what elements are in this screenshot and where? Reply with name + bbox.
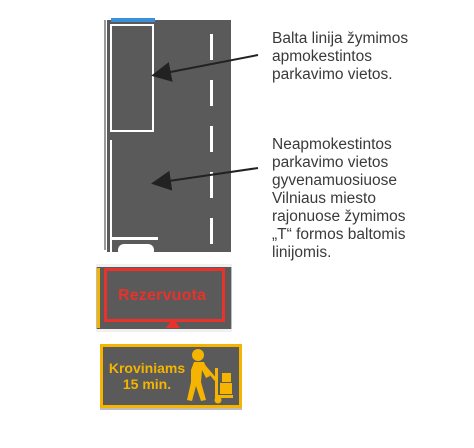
caption-paid-parking: Balta linija žymimos apmokestintos parkavimo vietos. bbox=[272, 30, 409, 83]
red-pointer-icon bbox=[166, 318, 180, 330]
arrow-icon bbox=[155, 168, 258, 183]
loading-label: Kroviniams 15 min. bbox=[108, 360, 186, 392]
reserved-label: Rezervuota bbox=[118, 287, 207, 304]
loading-bottom-line bbox=[100, 408, 242, 410]
caption-free-parking: Neapmokestintos parkavimo vietos gyvenamuosiuose Vilniaus miesto rajonuose žymimos „T“ formos baltomis linijomis. bbox=[272, 136, 406, 261]
reserved-white-top bbox=[96, 264, 232, 267]
person-with-hand-truck-icon bbox=[184, 348, 238, 404]
reserved-yellow-edge bbox=[97, 268, 100, 328]
reserved-white-bottom bbox=[96, 329, 232, 332]
arrow-icon bbox=[155, 55, 258, 75]
